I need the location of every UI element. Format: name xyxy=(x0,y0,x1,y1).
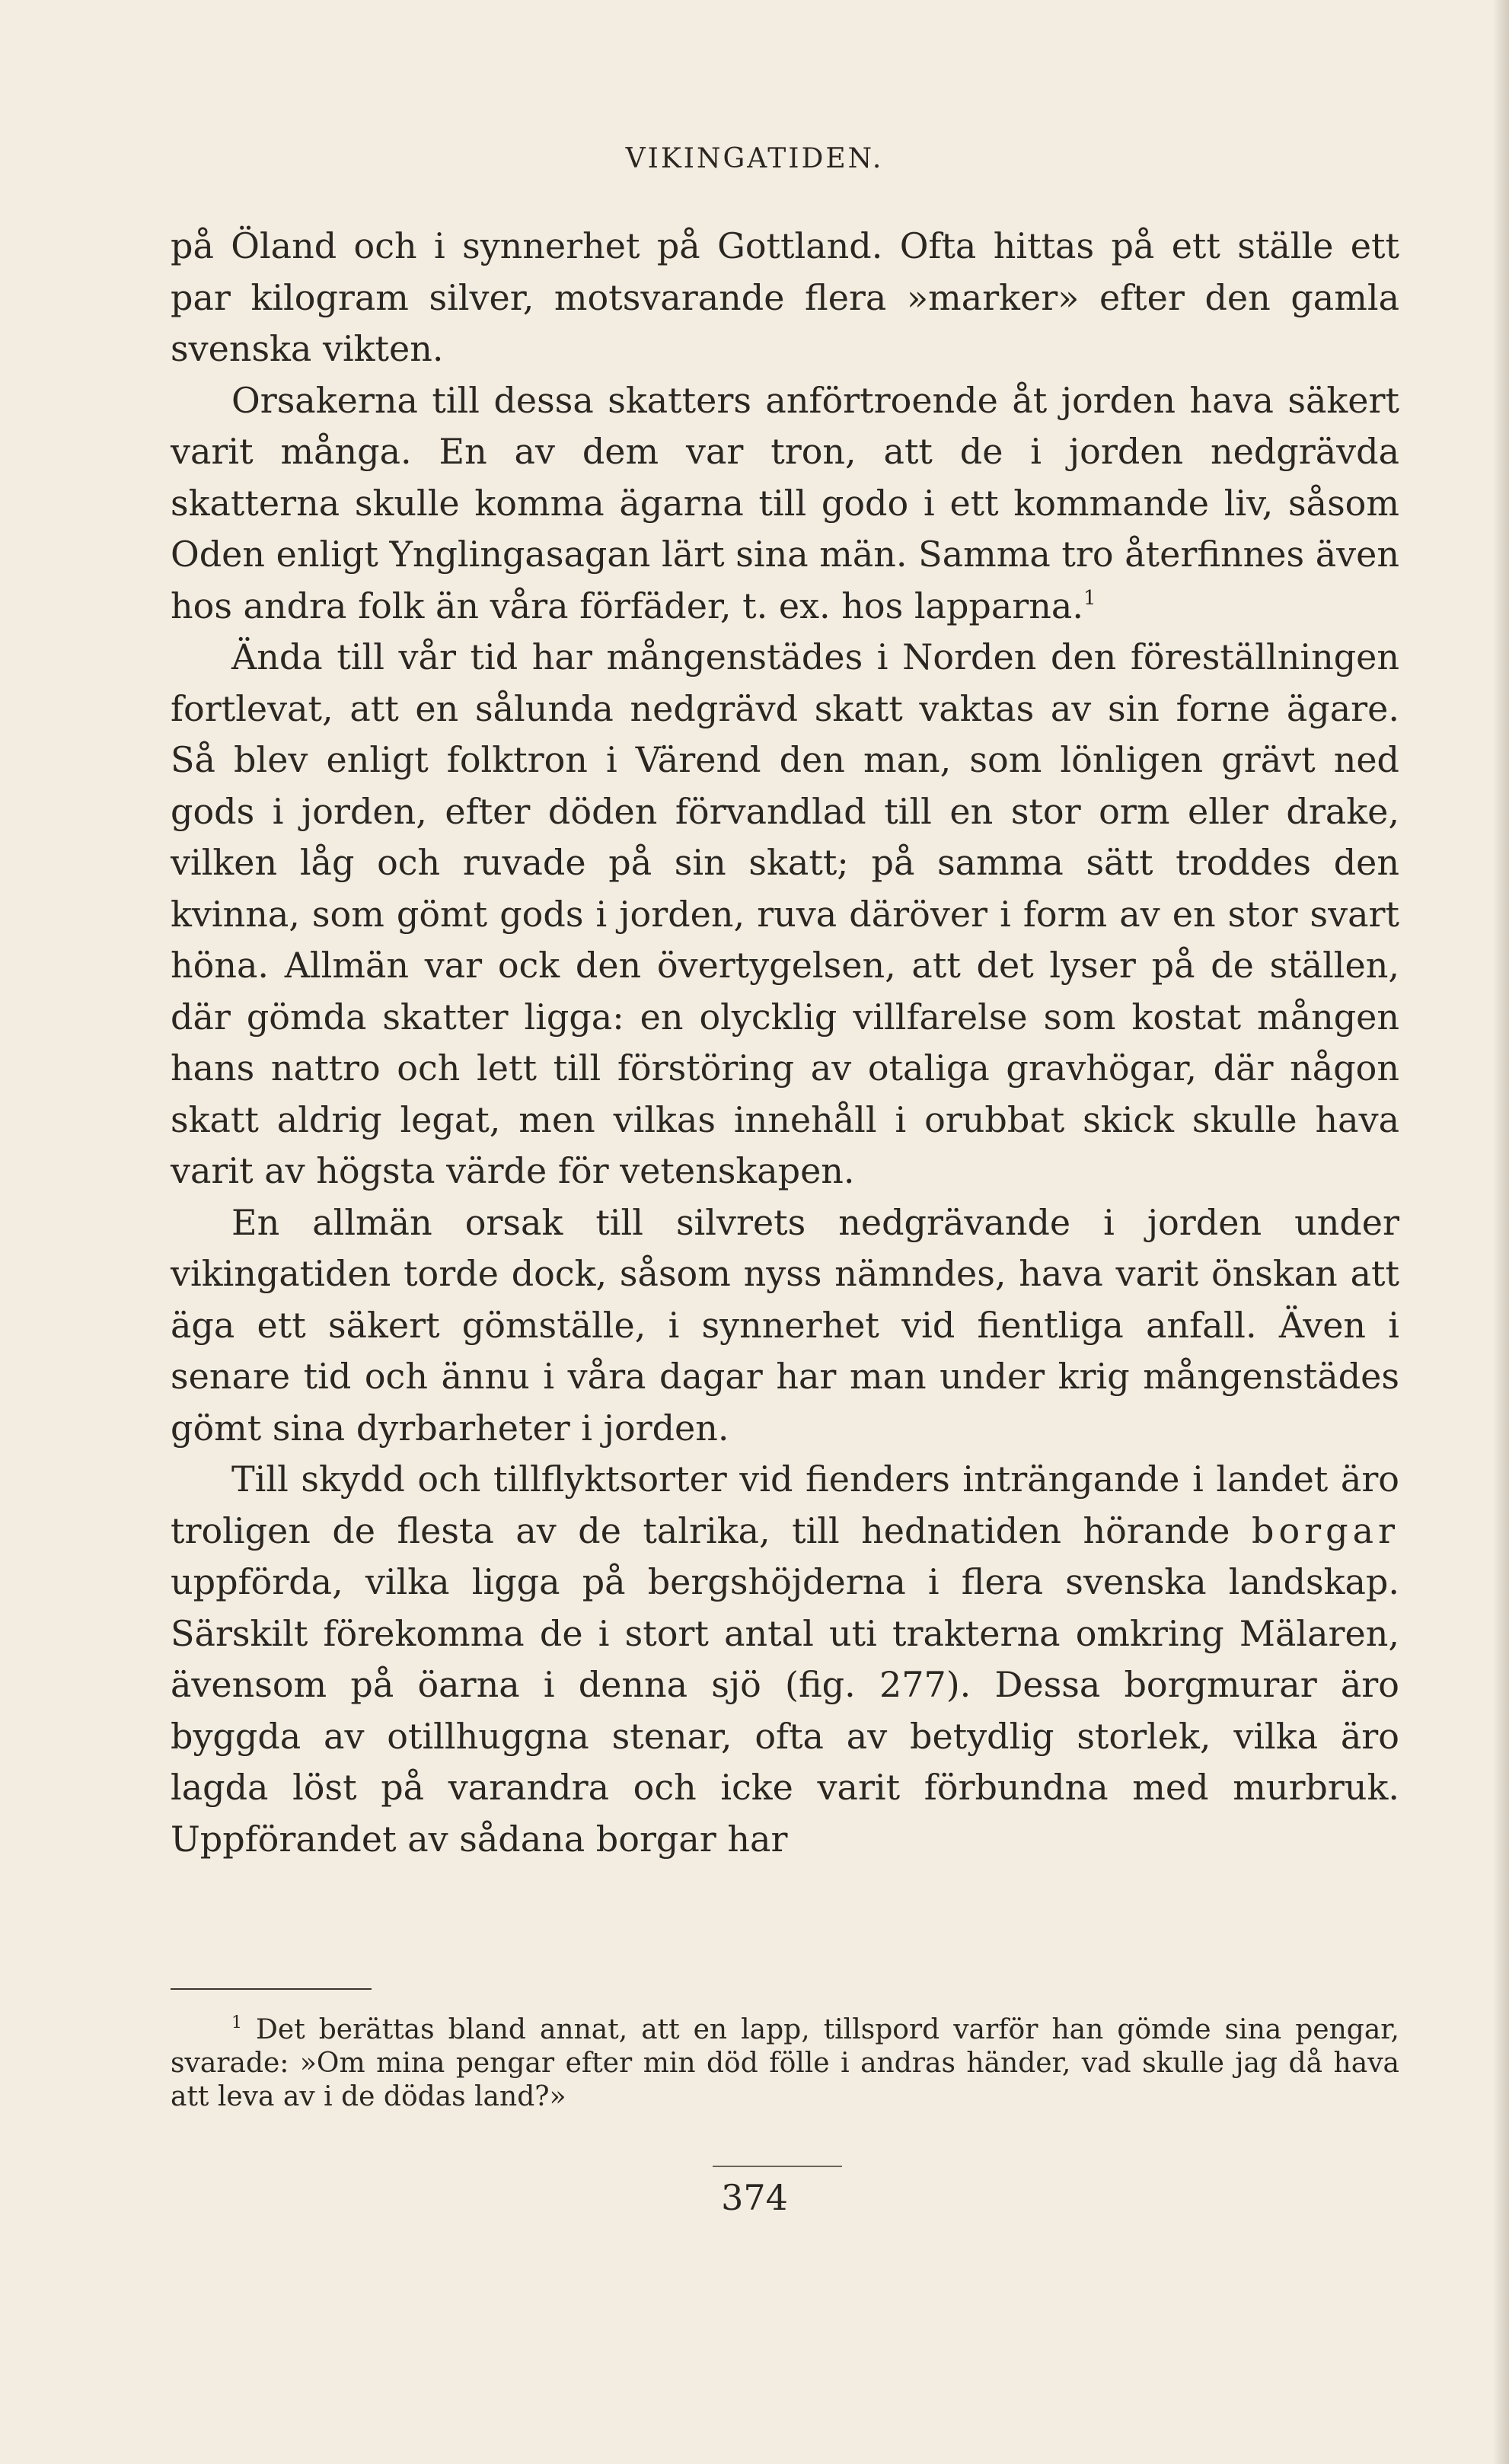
paragraph-3: Ända till vår tid har mångenstädes i Norden den föreställningen fortlevat, att en sålunda nedgrävd skatt vaktas av sin forne ägare. Så blev enligt folktron i Värend den man, som lönligen grävt ned gods i jorden, efter döden förvandlad till en stor orm eller drake, vilken låg och ruvade på sin skatt; på samma sätt troddes den kvinna, som gömt gods i jorden, ruva däröver i form av en stor svart höna. Allmän var ock den övertygelsen, att det lyser på de ställen, där gömda skatter ligga: en olycklig villfarelse som kostat mången hans nattro och lett till förstöring av otaliga gravhögar, där någon skatt aldrig legat, men vilkas innehåll i orubbat skick skulle hava varit av högsta värde för vetenskapen. xyxy=(171,636,1399,1191)
footnote-marker: 1 xyxy=(231,2013,242,2032)
paragraph-5 xyxy=(171,1454,1399,1865)
paragraph-4: En allmän orsak till silvrets nedgrävande i jorden under vikingatiden torde dock, såsom nyss nämndes, hava varit önskan att äga ett säkert gömställe, i synnerhet vid fientliga anfall. Även i senare tid och ännu i våra dagar har man under krig mångenstädes gömt sina dyrbarheter i jorden. xyxy=(171,1201,1399,1449)
page-edge-shadow xyxy=(1492,0,1509,2464)
page-number: 374 xyxy=(721,2177,788,2218)
paragraph-2-text: Orsakerna till dessa skatters anförtroende åt jorden hava säkert varit många. En av dem var tron, att de i jorden nedgrävda skatterna skulle komma ägarna till godo i ett kommande liv, såsom Oden enligt Ynglingasagan lärt sina män. Samma tro återfinnes även hos andra folk än våra förfäder, t. ex. hos lapparna. xyxy=(171,379,1399,626)
page-number-rule xyxy=(713,2166,842,2167)
running-title: VIKINGATIDEN. xyxy=(625,143,884,174)
paragraph-5-text-b: uppförda, vilka ligga på bergshöjderna i flera svenska landskap. Särskilt förekomma de i stort antal uti trakterna omkring Mälaren, ävensom på öarna i denna sjö (fig. 277). Dessa borgmurar äro byggda av otillhuggna stenar, ofta av betydlig storlek, vilka äro lagda löst på varandra och icke varit förbundna med murbruk. Uppförandet av sådana borgar har xyxy=(171,1561,1399,1860)
paragraph-1: på Öland och i synnerhet på Gottland. Ofta hittas på ett ställe ett par kilogram silver, motsvarande flera »marker» efter den gamla svenska vikten. xyxy=(171,225,1399,369)
paragraph-2 xyxy=(171,375,1399,633)
footnote-text: Det berättas bland annat, att en lapp, tillspord varför han gömde sina pengar, svarade: »Om mina pengar efter min död fölle i andras händer, vad skulle jag då hava att leva av i de dödas land?» xyxy=(171,2014,1399,2112)
spaced-term-borgar: borgar xyxy=(1252,1509,1399,1551)
paragraph-5-text-a: Till skydd och tillflyktsorter vid fienders inträngande i landet äro troligen de flesta av de talrika, till hednatiden hörande xyxy=(171,1458,1399,1551)
footnote xyxy=(171,2013,1399,2114)
footnote-reference: 1 xyxy=(1083,586,1096,610)
body-text xyxy=(171,221,1399,1865)
footnote-divider xyxy=(171,1988,372,1990)
